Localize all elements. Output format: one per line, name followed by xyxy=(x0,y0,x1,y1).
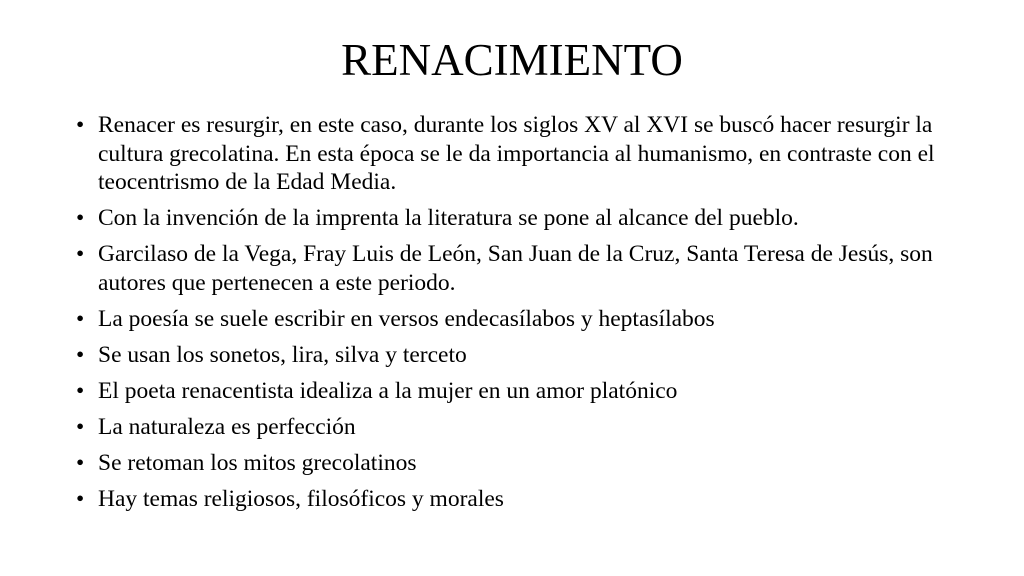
bullet-item xyxy=(76,111,956,197)
bullet-item xyxy=(76,240,956,297)
bullet-text: Hay temas religiosos, filosóficos y morales xyxy=(98,485,504,512)
bullet-text: Se usan los sonetos, lira, silva y terceto xyxy=(98,341,467,368)
bullet-text: Renacer es resurgir, en este caso, durante los siglos XV al XVI se buscó hacer resurgir la cultura grecolatina. En esta época se le da importancia al humanismo, en contraste con el teocentrismo de la Edad Media. xyxy=(98,112,935,195)
bullet-marker: • xyxy=(76,241,85,267)
bullet-item xyxy=(76,449,956,478)
bullet-marker: • xyxy=(76,305,85,332)
bullet-item xyxy=(76,413,956,442)
bullet-marker: • xyxy=(76,413,85,440)
bullet-text: El poeta renacentista idealiza a la mujer en un amor platónico xyxy=(98,377,678,404)
bullet-item xyxy=(76,204,956,233)
bullet-item xyxy=(76,341,956,370)
bullet-marker: • xyxy=(76,112,85,138)
slide-title: RENACIMIENTO xyxy=(341,35,683,85)
bullet-list xyxy=(76,111,956,521)
bullet-text: Se retoman los mitos grecolatinos xyxy=(98,449,417,476)
bullet-text: Con la invención de la imprenta la literatura se pone al alcance del pueblo. xyxy=(98,205,799,231)
bullet-item xyxy=(76,485,956,514)
bullet-text: La poesía se suele escribir en versos endecasílabos y heptasílabos xyxy=(98,305,715,332)
bullet-marker: • xyxy=(76,485,85,512)
bullet-item xyxy=(76,305,956,334)
bullet-marker: • xyxy=(76,377,85,404)
bullet-text: La naturaleza es perfección xyxy=(98,413,356,440)
bullet-marker: • xyxy=(76,449,85,476)
bullet-marker: • xyxy=(76,341,85,368)
bullet-item xyxy=(76,377,956,406)
bullet-marker: • xyxy=(76,205,85,231)
bullet-text: Garcilaso de la Vega, Fray Luis de León, San Juan de la Cruz, Santa Teresa de Jesús, son autores que pertenecen a este periodo. xyxy=(98,241,933,296)
